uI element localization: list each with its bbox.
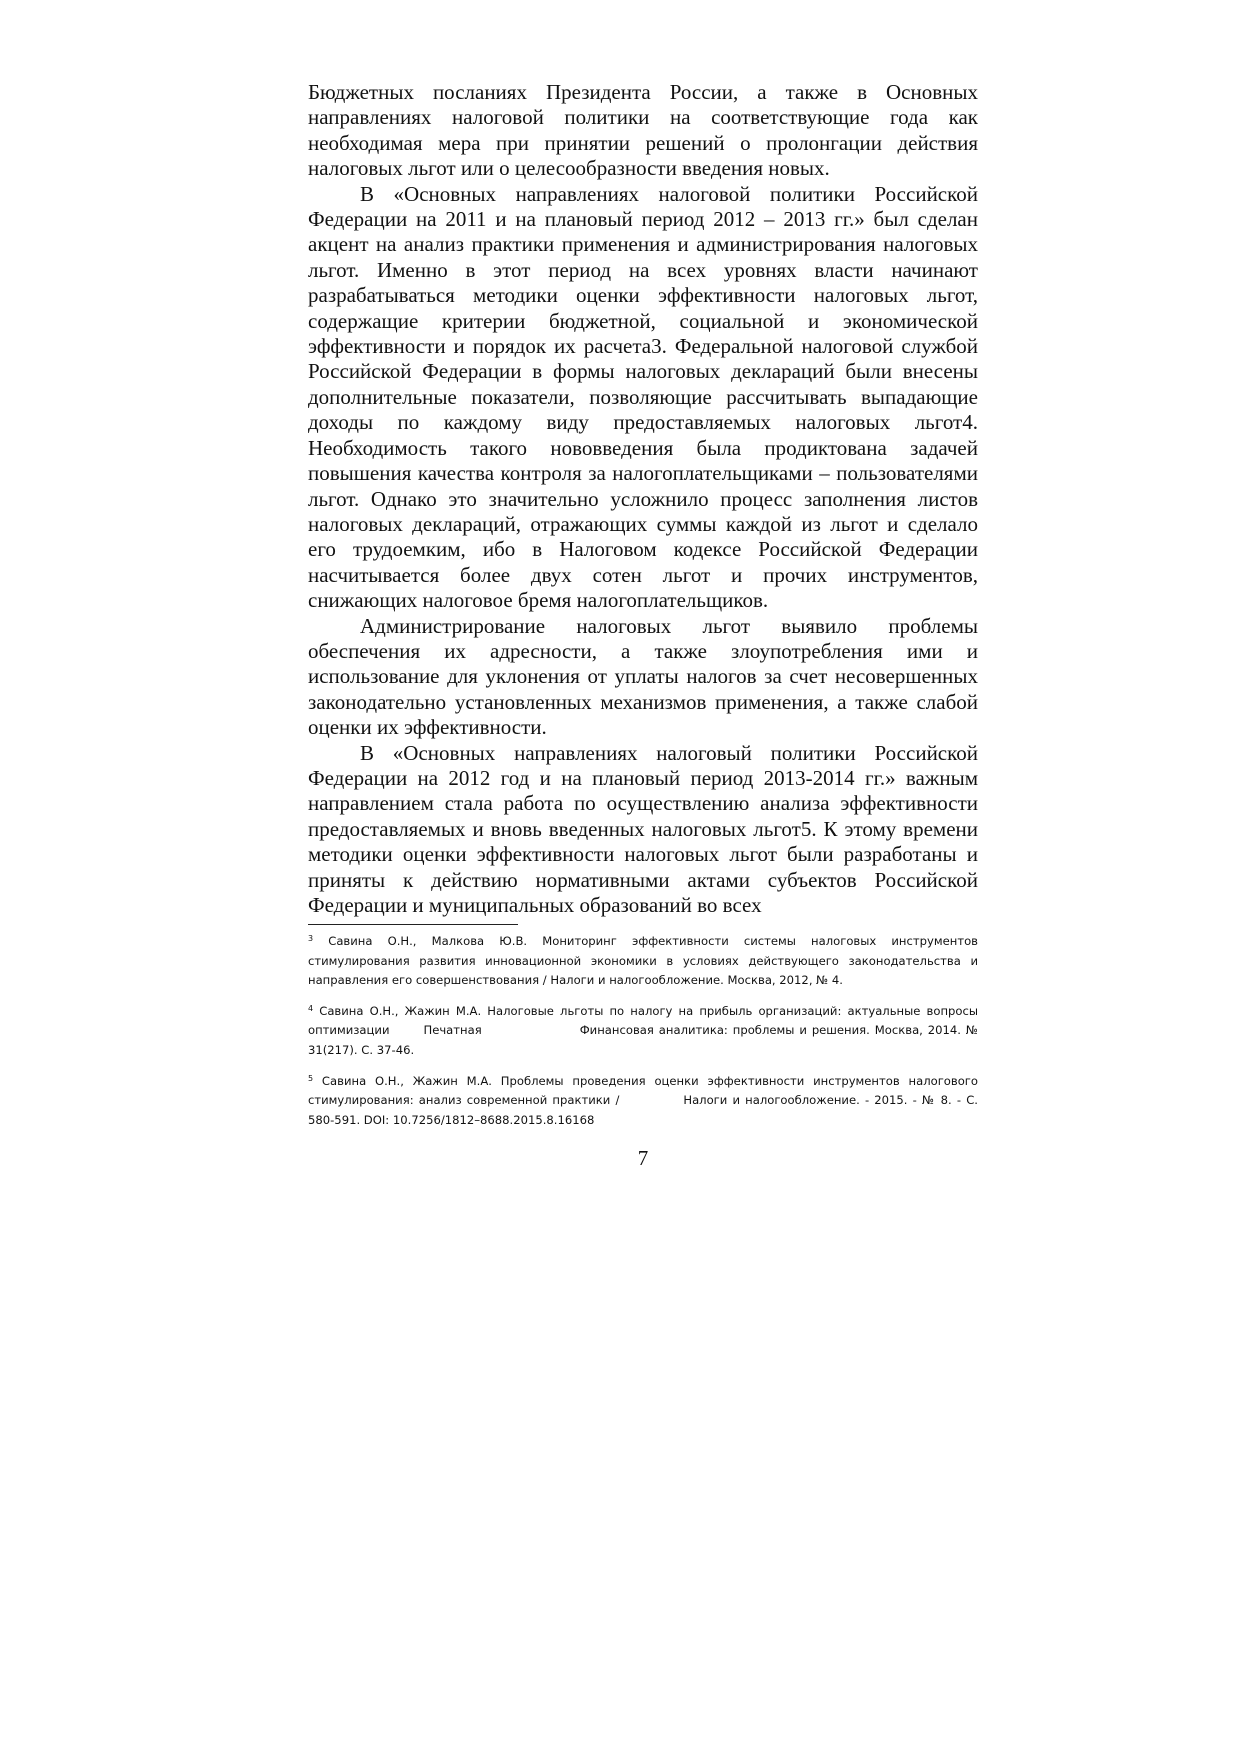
footnote-4 <box>308 1002 978 1061</box>
footnote-3 <box>308 932 978 991</box>
footnote-text-end: Финансовая аналитика: проблемы и решения. Москва, 2014. № 31(217). С. 37-46. <box>308 1023 978 1057</box>
main-text <box>308 80 978 918</box>
footnote-text-start: Савина О.Н., Жажин М.А. Налоговые льготы по налогу на прибыль организаций: актуальные вопросы оптимизации <box>308 1003 979 1038</box>
paragraph-1: Бюджетных посланиях Президента России, а также в Основных направлениях налоговой политики на соответствующие года как необходимая мера при принятии решений о пролонгации действия налоговых льгот или о целесообразности введения новых. <box>308 80 978 181</box>
footnote-separator <box>308 924 518 925</box>
paragraph-3: Администрирование налоговых льгот выявило проблемы обеспечения их адресности, а также злоупотребления ими и использование для уклонения от уплаты налогов за счет несовершенных законодательно установленных механизмов применения, а также слабой оценки их эффективности. <box>308 613 978 740</box>
page-number: 7 <box>637 1146 649 1170</box>
footnote-marker: 3 <box>308 934 314 943</box>
footnote-text-middle: Печатная <box>423 1023 482 1038</box>
footnote-5 <box>308 1072 978 1131</box>
footnote-text-end: Налоги и налогообложение. - 2015. - № 8. - С. 580-591. DOI: 10.7256/1812–8688.2015.8.16168 <box>308 1093 978 1127</box>
footnote-marker: 4 <box>308 1003 314 1013</box>
footnote-text-start: Савина О.Н., Жажин М.А. Проблемы проведения оценки эффективности инструментов налогового стимулирования: анализ современной практики / <box>308 1073 978 1108</box>
footnote-marker: 5 <box>308 1073 314 1083</box>
paragraph-2: В «Основных направлениях налоговой политики Российской Федерации на 2011 и на плановый период 2012 – 2013 гг.» был сделан акцент на анализ практики применения и администрирования налоговых льгот. Именно в этот период на всех уровнях власти начинают разрабатываться методики оценки эффективности налоговых льгот, содержащие критерии бюджетной, социальной и экономической эффективности и порядок их расчета3. Федеральной налоговой службой Российской Федерации в формы налоговых деклараций были внесены дополнительные показатели, позволяющие рассчитывать выпадающие доходы по каждому виду предоставляемых налоговых льгот4. Необходимость такого нововведения была продиктована задачей повышения качества контроля за налогоплательщиками – пользователями льгот. Однако это значительно усложнило процесс заполнения листов налоговых деклараций, отражающих суммы каждой из льгот и сделало его трудоемким, ибо в Налоговом кодексе Российской Федерации насчитывается более двух сотен льгот и прочих инструментов, снижающих налоговое бремя налогоплательщиков. <box>308 181 978 613</box>
paragraph-4: В «Основных направлениях налоговый политики Российской Федерации на 2012 год и на плановый период 2013-2014 гг.» важным направлением стала работа по осуществлению анализа эффективности предоставляемых и вновь введенных налоговых льгот5. К этому времени методики оценки эффективности налоговых льгот были разработаны и приняты к действию нормативными актами субъектов Российской Федерации и муниципальных образований во всех <box>308 740 978 917</box>
footnote-text: Савина О.Н., Малкова Ю.В. Мониторинг эффективности системы налоговых инструментов стимулирования развития инновационной экономики в условиях действующего законодательства и направления его совершенствования / Налоги и налогообложение. Москва, 2012, № 4. <box>308 934 978 988</box>
footnotes <box>308 932 978 1141</box>
